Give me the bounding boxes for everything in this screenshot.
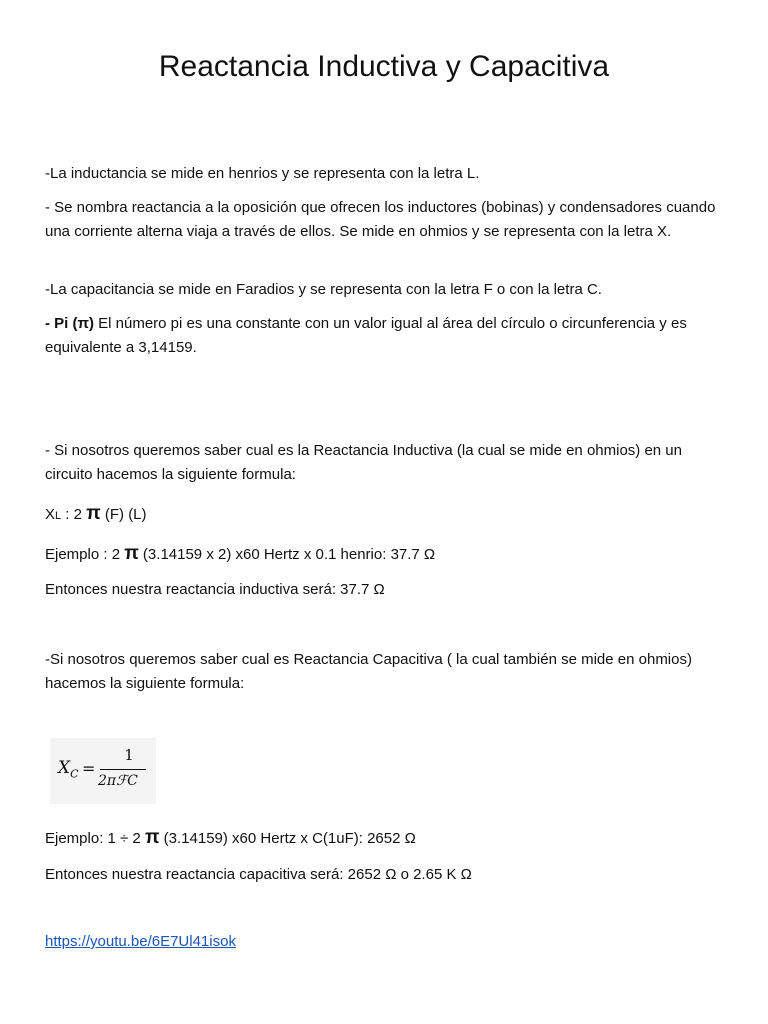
paragraph-capacitive-intro: -Si nosotros queremos saber cual es Reactancia Capacitiva ( la cual también se mide en ohmios) hacemos la siguiente formula: <box>45 651 692 692</box>
xl-formula-part1: : 2 <box>61 506 87 523</box>
youtube-link[interactable]: https://youtu.be/6E7Ul41isok <box>45 933 236 950</box>
formula-lhs <box>58 758 79 780</box>
inductive-example <box>45 542 725 567</box>
paragraph-inductance: -La inductancia se mide en henrios y se representa con la letra L. <box>45 165 480 182</box>
example1-prefix: Ejemplo : 2 <box>45 546 125 563</box>
pi-symbol: π <box>86 503 101 524</box>
page-title: Reactancia Inductiva y Capacitiva <box>158 50 610 83</box>
paragraph-capacitance: -La capacitancia se mide en Faradios y se representa con la letra F o con la letra C. <box>45 281 602 298</box>
example2-prefix: Ejemplo: 1 ÷ 2 <box>45 830 145 847</box>
xl-subscript: L <box>55 510 62 522</box>
capacitive-example <box>45 826 725 851</box>
formula-subscript: C <box>70 767 79 781</box>
paragraph-pi <box>45 312 725 360</box>
pi-label: - Pi (π) <box>45 315 94 332</box>
xl-symbol: X <box>45 506 56 523</box>
pi-symbol: π <box>144 827 160 848</box>
pi-description: El número pi es una constante con un valor igual al área del círculo o circunferencia y es equivalente a 3,14159. <box>45 315 687 356</box>
formula-denominator: 2πℱC <box>98 773 138 789</box>
paragraph-inductive-intro: - Si nosotros queremos saber cual es la Reactancia Inductiva (la cual se mide en ohmios) en un circuito hacemos la siguiente formula: <box>45 442 682 483</box>
pi-symbol: π <box>124 543 139 564</box>
inductive-formula <box>45 502 725 528</box>
formula-fraction-bar <box>100 769 146 770</box>
formula-numerator: 1 <box>124 746 134 764</box>
xl-formula-part2: (F) (L) <box>100 506 147 523</box>
formula-x: X <box>58 758 71 778</box>
inductive-result: Entonces nuestra reactancia inductiva será: 37.7 Ω <box>45 581 385 598</box>
paragraph-reactance: - Se nombra reactancia a la oposición que ofrecen los inductores (bobinas) y condensadores cuando una corriente alterna viaja a través de ellos. Se mide en ohmios y se representa con la letra X. <box>45 199 716 240</box>
capacitive-result: Entonces nuestra reactancia capacitiva será: 2652 Ω o 2.65 K Ω <box>45 866 472 883</box>
formula-equals: = <box>82 759 96 778</box>
capacitive-formula-image <box>50 738 156 804</box>
example2-body: (3.14159) x60 Hertz x C(1uF): 2652 Ω <box>159 830 416 847</box>
example1-body: (3.14159 x 2) x60 Hertz x 0.1 henrio: 37.7 Ω <box>138 546 436 563</box>
